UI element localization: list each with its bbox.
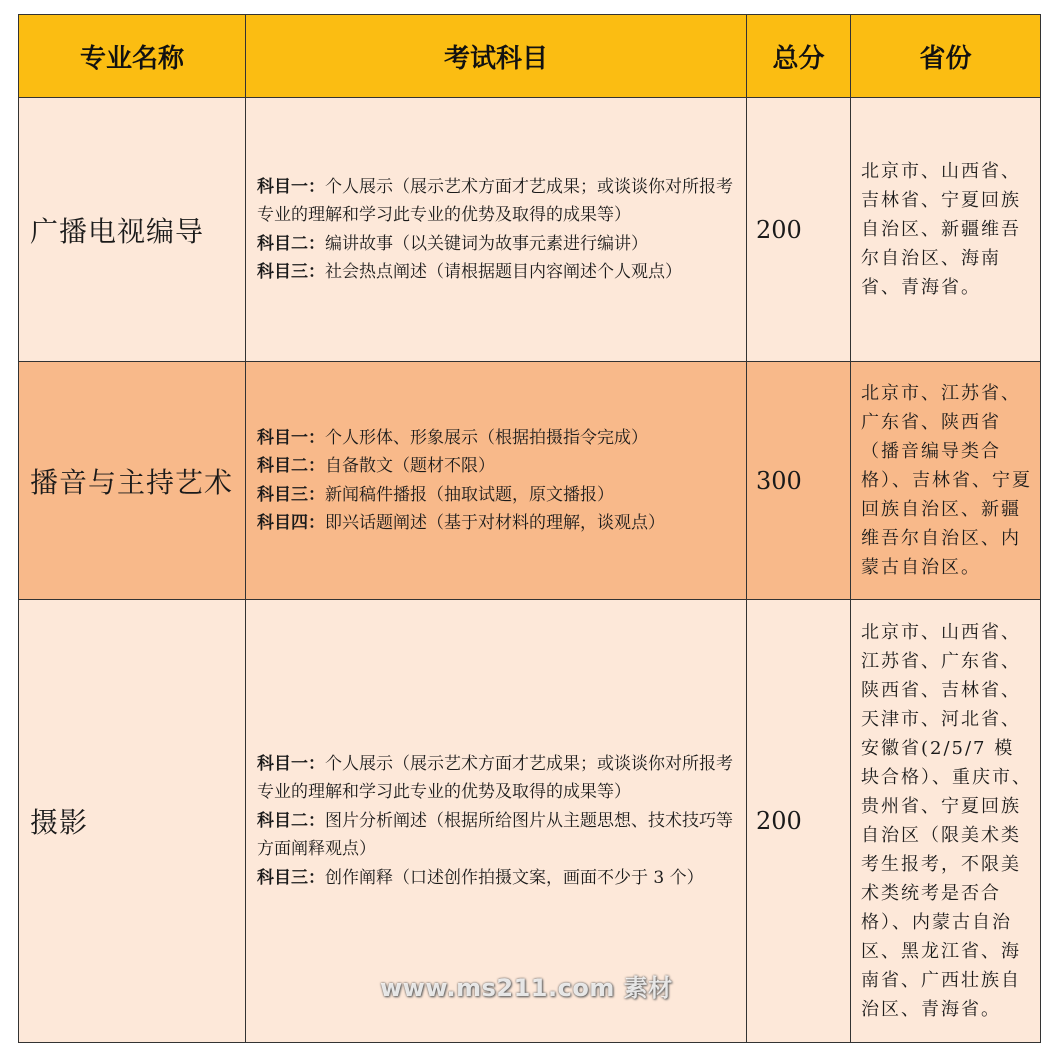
subject-line (257, 864, 738, 893)
subject-line (257, 452, 738, 481)
table-header-row (19, 15, 1041, 98)
major-name: 广播电视编导 (19, 98, 246, 362)
subject-line (257, 807, 738, 864)
subjects-cell (246, 98, 747, 362)
subject-label: 科目二： (257, 810, 325, 831)
subject-text: 新闻稿件播报（抽取试题，原文播报） (325, 484, 614, 505)
header-major: 专业名称 (19, 15, 246, 98)
subject-label: 科目二： (257, 233, 325, 254)
subject-text: 个人展示（展示艺术方面才艺成果；或谈谈你对所报考专业的理解和学习此专业的优势及取得的成果等） (257, 753, 733, 803)
subject-text: 社会热点阐述（请根据题目内容阐述个人观点） (325, 262, 682, 282)
subject-label: 科目一： (257, 176, 325, 197)
major-name: 播音与主持艺术 (19, 362, 246, 600)
subject-line (257, 509, 738, 538)
subject-text: 编讲故事（以关键词为故事元素进行编讲） (325, 233, 648, 254)
total-score: 200 (747, 600, 851, 1043)
total-score: 300 (747, 362, 851, 600)
subject-text: 个人形体、形象展示（根据拍摄指令完成） (325, 427, 648, 448)
subject-text: 图片分析阐述（根据所给图片从主题思想、技术技巧等方面阐释观点） (257, 810, 733, 860)
subject-line (257, 424, 738, 453)
subject-line (257, 258, 738, 287)
subject-text: 个人展示（展示艺术方面才艺成果；或谈谈你对所报考专业的理解和学习此专业的优势及取得的成果等） (257, 176, 733, 225)
subject-text: 创作阐释（口述创作拍摄文案，画面不少于 3 个） (325, 867, 704, 888)
subject-line (257, 750, 738, 807)
subject-line (257, 173, 738, 230)
subject-line (257, 230, 738, 259)
header-province: 省份 (851, 15, 1041, 98)
subjects-cell (246, 362, 747, 600)
total-score: 200 (747, 98, 851, 362)
exam-subjects-table (18, 14, 1041, 1043)
table-row (19, 98, 1041, 362)
subject-text: 即兴话题阐述（基于对材料的理解，谈观点） (325, 513, 665, 533)
subject-label: 科目三： (257, 484, 325, 505)
province-list: 北京市、山西省、吉林省、宁夏回族自治区、新疆维吾尔自治区、海南省、青海省。 (851, 98, 1041, 362)
subject-line (257, 481, 738, 510)
subject-text: 自备散文（题材不限） (325, 456, 495, 476)
major-name: 摄影 (19, 600, 246, 1043)
province-list: 北京市、江苏省、广东省、陕西省（播音编导类合格）、吉林省、宁夏回族自治区、新疆维吾尔自治区、内蒙古自治区。 (851, 362, 1041, 600)
table-row (19, 362, 1041, 600)
subject-label: 科目一： (257, 427, 325, 448)
subject-label: 科目二： (257, 456, 325, 476)
subject-label: 科目三： (257, 262, 325, 282)
subject-label: 科目一： (257, 753, 325, 774)
province-list: 北京市、山西省、江苏省、广东省、陕西省、吉林省、天津市、河北省、安徽省(2/5/7 模块合格）、重庆市、贵州省、宁夏回族自治区（限美术类考生报考，不限美术类统考是否合格）、内蒙古自治区、黑龙江省、海南省、广西壮族自治区、青海省。 (851, 600, 1041, 1043)
subject-label: 科目三： (257, 867, 325, 888)
header-score: 总分 (747, 15, 851, 98)
watermark-text: www.ms211.com 素材 (380, 974, 673, 1002)
header-subjects: 考试科目 (246, 15, 747, 98)
subject-label: 科目四： (257, 513, 325, 533)
